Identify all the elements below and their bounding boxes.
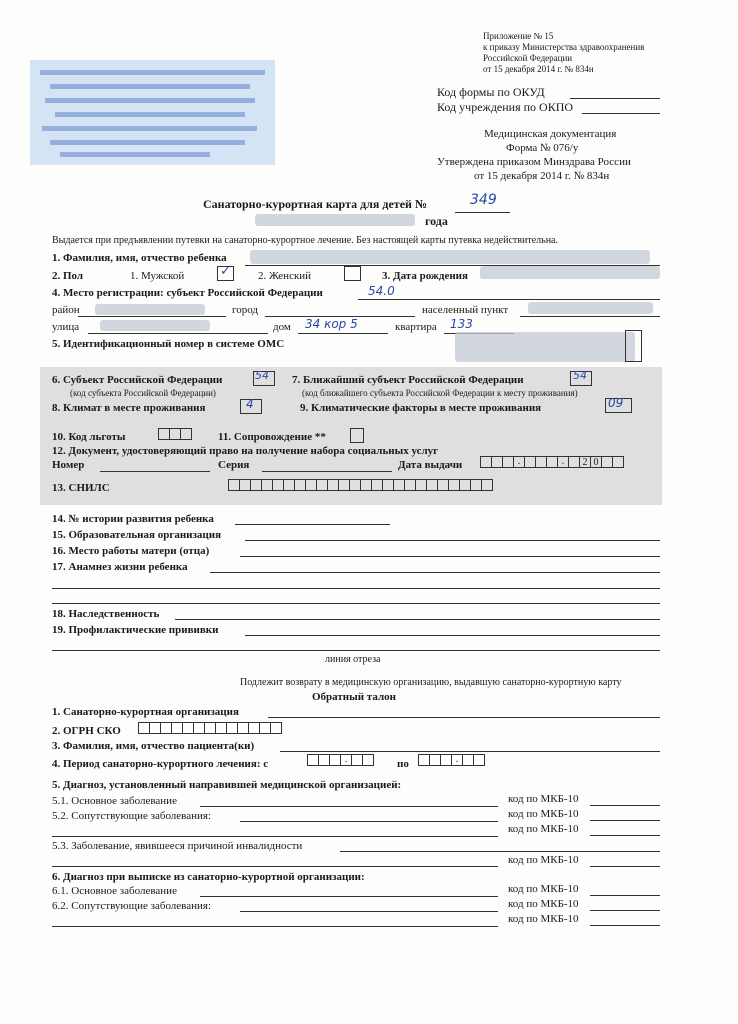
- field-12-label: 12. Документ, удостоверяющий право на получение набора социальных услуг: [52, 445, 439, 457]
- field-5-label: 5. Идентификационный номер в системе ОМС: [52, 338, 285, 350]
- okpo-field[interactable]: [582, 113, 660, 114]
- form-number: Форма № 076/у: [506, 142, 579, 154]
- doc-number-field[interactable]: [100, 471, 210, 472]
- field-16-label: 16. Место работы матери (отца): [52, 545, 210, 557]
- mkb-field-6[interactable]: [590, 910, 660, 911]
- coupon-1-label: 1. Санаторно-курортная организация: [52, 706, 239, 718]
- mkb-field-3[interactable]: [590, 835, 660, 836]
- approved-by: Утверждена приказом Минздрава России: [437, 156, 631, 168]
- blurred-date: [255, 214, 415, 226]
- issue-date-label: Дата выдачи: [398, 459, 463, 471]
- mkb-label-7: код по МКБ-10: [508, 913, 579, 925]
- female-label: 2. Женский: [258, 270, 312, 282]
- sanatorium-org-field[interactable]: [268, 717, 660, 718]
- education-org-field[interactable]: [245, 540, 660, 541]
- house-label: дом: [273, 321, 291, 333]
- field-19-label: 19. Профилактические прививки: [52, 624, 219, 636]
- doc-number-label: Номер: [52, 459, 85, 471]
- house-field[interactable]: [298, 333, 388, 334]
- field-9-label: 9. Климатические факторы в месте проживания: [300, 402, 542, 414]
- life-anamnesis-line-3[interactable]: [52, 603, 660, 604]
- coupon-4-to: по: [397, 758, 409, 770]
- discharge-comorbid-field[interactable]: [240, 911, 498, 912]
- city-label: город: [232, 304, 259, 316]
- main-disease-field[interactable]: [200, 806, 498, 807]
- mkb-field-2[interactable]: [590, 820, 660, 821]
- coupon-4-label: 4. Период санаторно-курортного лечения: с: [52, 758, 269, 770]
- field-11-label: 11. Сопровождение **: [218, 431, 326, 443]
- field-7-label: 7. Ближайший субъект Российской Федерации: [292, 374, 524, 386]
- district-label: район: [52, 304, 80, 316]
- date-dot-2: .: [557, 456, 569, 468]
- period-to-boxes[interactable]: .: [418, 754, 484, 767]
- street-field[interactable]: [88, 333, 268, 334]
- issue-date-boxes[interactable]: [480, 456, 623, 469]
- mkb-label-5: код по МКБ-10: [508, 883, 579, 895]
- region-field[interactable]: [358, 299, 660, 300]
- history-number-field[interactable]: [235, 524, 390, 525]
- district-field[interactable]: [78, 316, 226, 317]
- coupon-5-1-label: 5.1. Основное заболевание: [52, 795, 177, 807]
- okud-label: Код формы по ОКУД: [437, 85, 545, 99]
- vaccinations-line-2[interactable]: [52, 650, 660, 651]
- field-15-label: 15. Образовательная организация: [52, 529, 222, 541]
- house-value: 34 кор 5: [305, 317, 358, 331]
- comorbid-field[interactable]: [240, 821, 498, 822]
- coupon-5-3-label: 5.3. Заболевание, явившееся причиной инвалидности: [52, 840, 303, 852]
- appendix-line-3: Российской Федерации: [483, 53, 573, 63]
- period-from-boxes[interactable]: .: [307, 754, 373, 767]
- blurred-settlement: [528, 302, 653, 314]
- patient-name-field[interactable]: [280, 751, 660, 752]
- mkb-label-2: код по МКБ-10: [508, 808, 579, 820]
- date-year-2: 2: [579, 456, 591, 468]
- notice-text: Выдается при предъявлении путевки на санаторно-курортное лечение. Без настоящей карты путевка недействительна.: [52, 235, 558, 246]
- comorbid-line-2[interactable]: [52, 836, 498, 837]
- ogrn-boxes[interactable]: [138, 722, 281, 735]
- disability-cause-field[interactable]: [340, 851, 660, 852]
- doc-type: Медицинская документация: [484, 128, 617, 140]
- card-number-field[interactable]: [455, 212, 510, 213]
- card-number-handwritten: 349: [470, 192, 497, 208]
- settlement-field[interactable]: [520, 316, 660, 317]
- coupon-title: Обратный талон: [312, 691, 396, 703]
- discharge-main-field[interactable]: [200, 896, 498, 897]
- field-3-label: 3. Дата рождения: [382, 270, 468, 282]
- male-check-mark: ✓: [220, 264, 231, 279]
- coupon-5-2-label: 5.2. Сопутствующие заболевания:: [52, 810, 212, 822]
- field-7-value: 54: [573, 369, 587, 382]
- blurred-child-name: [250, 250, 650, 264]
- mkb-label-6: код по МКБ-10: [508, 898, 579, 910]
- field-7-sub: (код ближайшего субъекта Российской Федерации к месту проживания): [302, 388, 578, 398]
- mkb-field-1[interactable]: [590, 805, 660, 806]
- mkb-field-7[interactable]: [590, 925, 660, 926]
- coupon-3-label: 3. Фамилия, имя, отчество пациента(ки): [52, 740, 255, 752]
- return-note: Подлежит возврату в медицинскую организацию, выдавшую санаторно-курортную карту: [240, 677, 622, 688]
- approved-date: от 15 декабря 2014 г. № 834н: [474, 170, 610, 182]
- snils-boxes[interactable]: [228, 479, 492, 492]
- appendix-line-4: от 15 декабря 2014 г. № 834н: [483, 64, 594, 74]
- heredity-field[interactable]: [175, 619, 660, 620]
- appendix-line-1: Приложение № 15: [483, 31, 554, 41]
- field-6-sub: (код субъекта Российской Федерации): [70, 388, 216, 398]
- field-4-label: 4. Место регистрации: субъект Российской Федерации: [52, 287, 323, 299]
- life-anamnesis-line-2[interactable]: [52, 588, 660, 589]
- cut-line-label: линия отреза: [325, 654, 381, 665]
- coupon-6-2-label: 6.2. Сопутствующие заболевания:: [52, 900, 212, 912]
- mkb-label-4: код по МКБ-10: [508, 854, 579, 866]
- coupon-5-label: 5. Диагноз, установленный направившей медицинской организацией:: [52, 779, 402, 791]
- date-year-0: 0: [590, 456, 602, 468]
- discharge-comorbid-line-2[interactable]: [52, 926, 498, 927]
- field-1-label: 1. Фамилия, имя, отчество ребенка: [52, 252, 227, 264]
- mkb-field-5[interactable]: [590, 895, 660, 896]
- benefit-code-boxes[interactable]: [158, 428, 191, 441]
- field-17-label: 17. Анамнез жизни ребенка: [52, 561, 188, 573]
- blurred-birth-date: [480, 266, 660, 279]
- field-6-value: 54: [255, 369, 269, 382]
- street-label: улица: [52, 321, 80, 333]
- mkb-field-4[interactable]: [590, 866, 660, 867]
- field-10-label: 10. Код льготы: [52, 431, 126, 443]
- escort-box[interactable]: [350, 428, 364, 443]
- coupon-6-label: 6. Диагноз при выписке из санаторно-курортной организации:: [52, 871, 365, 883]
- field-9-value: 09: [608, 396, 624, 410]
- male-label: 1. Мужской: [130, 270, 185, 282]
- field-18-label: 18. Наследственность: [52, 608, 160, 620]
- parent-work-field[interactable]: [240, 556, 660, 557]
- doc-series-label: Серия: [218, 459, 250, 471]
- field-8-value: 4: [246, 397, 254, 411]
- doc-series-field[interactable]: [262, 471, 392, 472]
- appendix-line-2: к приказу Министерства здравоохранения: [483, 42, 645, 52]
- field-6-label: 6. Субъект Российской Федерации: [52, 374, 223, 386]
- female-checkbox[interactable]: [344, 266, 361, 281]
- life-anamnesis-field[interactable]: [210, 572, 660, 573]
- field-14-label: 14. № истории развития ребенка: [52, 513, 214, 525]
- blurred-street: [100, 320, 210, 331]
- mkb-label-1: код по МКБ-10: [508, 793, 579, 805]
- mkb-label-3: код по МКБ-10: [508, 823, 579, 835]
- field-2-label: 2. Пол: [52, 270, 84, 282]
- field-8-label: 8. Климат в месте проживания: [52, 402, 206, 414]
- coupon-2-label: 2. ОГРН СКО: [52, 725, 121, 737]
- coupon-6-1-label: 6.1. Основное заболевание: [52, 885, 177, 897]
- disability-cause-line-2[interactable]: [52, 866, 498, 867]
- okpo-label: Код учреждения по ОКПО: [437, 100, 574, 114]
- date-dot-1: .: [513, 456, 525, 468]
- form-title: Санаторно-курортная карта для детей №: [203, 197, 427, 211]
- blurred-oms-number: [455, 332, 635, 362]
- year-suffix: года: [425, 214, 448, 228]
- institution-stamp: [30, 60, 275, 165]
- oms-number-box[interactable]: [625, 330, 642, 362]
- apartment-value: 133: [450, 317, 473, 331]
- okud-field[interactable]: [570, 98, 660, 99]
- region-value: 54.0: [368, 284, 395, 298]
- field-13-label: 13. СНИЛС: [52, 482, 110, 494]
- apartment-label: квартира: [395, 321, 437, 333]
- blurred-district: [95, 304, 205, 315]
- vaccinations-field[interactable]: [245, 635, 660, 636]
- settlement-label: населенный пункт: [422, 304, 509, 316]
